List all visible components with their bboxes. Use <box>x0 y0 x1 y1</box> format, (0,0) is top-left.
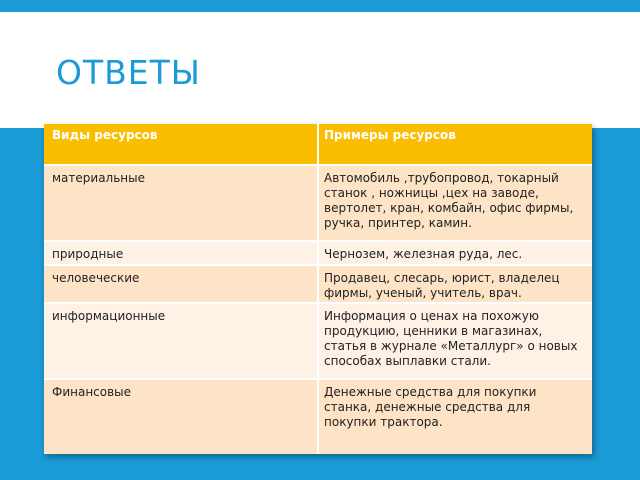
resources-table <box>44 124 592 454</box>
resource-examples-cell: Продавец, слесарь, юрист, владелец фирмы, ученый, учитель, врач. <box>324 271 560 300</box>
slide-title: ОТВЕТЫ <box>56 53 201 92</box>
resource-examples-cell: Автомобиль ,трубопровод, токарный станок , ножницы ,цех на заводе, вертолет, кран, комбайн, офис фирмы, ручка, принтер, камин. <box>324 171 574 230</box>
resource-examples-cell: Денежные средства для покупки станка, денежные средства для покупки трактора. <box>324 385 537 429</box>
resource-type-cell: человеческие <box>52 271 140 285</box>
header-resource-types: Виды ресурсов <box>52 128 158 142</box>
resource-type-cell: информационные <box>52 309 166 323</box>
resource-type-cell: природные <box>52 247 124 261</box>
resource-examples-cell: Информация о ценах на похожую продукцию, ценники в магазинах, статья в журнале «Металлург» о новых способах выплавки стали. <box>324 309 578 368</box>
resource-type-cell: Финансовые <box>52 385 132 399</box>
column-divider <box>317 124 319 454</box>
resource-type-cell: материальные <box>52 171 145 185</box>
resource-examples-cell: Чернозем, железная руда, лес. <box>324 247 523 261</box>
header-resource-examples: Примеры ресурсов <box>324 128 456 142</box>
